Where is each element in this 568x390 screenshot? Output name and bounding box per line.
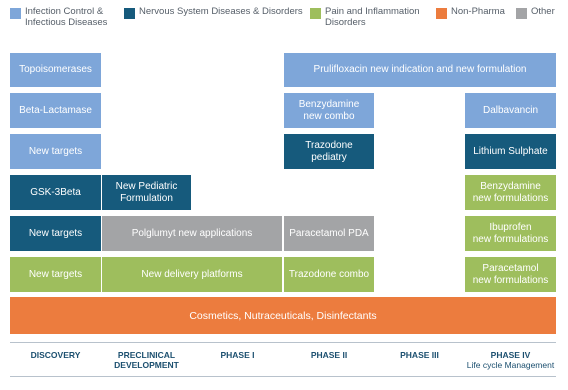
- box-topoisomerases: Topoisomerases: [10, 53, 101, 87]
- legend-label-other: Other: [531, 6, 555, 17]
- phase-label-phase3: PHASE III: [400, 350, 439, 360]
- phase-label-phase4: [458, 350, 563, 370]
- legend-swatch-pain: [310, 8, 321, 19]
- legend-label-nervous: Nervous System Diseases & Disorders: [139, 6, 303, 17]
- box-new-targets-nervous: New targets: [10, 216, 101, 251]
- legend-item-infection: [10, 6, 107, 28]
- legend-label-infection: Infection Control & Infectious Diseases: [25, 6, 108, 28]
- legend-item-pain: [310, 6, 420, 28]
- box-new-targets-infection: New targets: [10, 134, 101, 169]
- phase-label-phase4-title: PHASE IV: [490, 350, 531, 360]
- phase-label-preclinical: PRECLINICAL DEVELOPMENT: [114, 350, 179, 370]
- legend-label-pain: Pain and Inflammation Disorders: [325, 6, 420, 28]
- phase-label-phase4-subtitle: Life cycle Management: [466, 360, 555, 370]
- box-beta-lactamase: Beta-Lactamase: [10, 93, 101, 128]
- box-new-pediatric-formulation: New Pediatric Formulation: [102, 175, 191, 210]
- box-cosmetics: Cosmetics, Nutraceuticals, Disinfectants: [10, 297, 556, 334]
- phase-rule-top: [10, 342, 556, 343]
- legend-item-other: [516, 6, 555, 19]
- box-lithium-sulphate: Lithium Sulphate: [465, 134, 556, 169]
- phase-rule-bottom: [10, 376, 556, 377]
- legend-swatch-infection: [10, 8, 21, 19]
- box-polglumyt: Polglumyt new applications: [102, 216, 282, 251]
- legend-swatch-nervous: [124, 8, 135, 19]
- box-prulifloxacin: Prulifloxacin new indication and new formulation: [284, 53, 556, 87]
- legend-label-nonpharma: Non-Pharma: [451, 6, 505, 17]
- box-paracetamol-formulations: Paracetamol new formulations: [465, 257, 556, 292]
- legend-item-nervous: [124, 6, 303, 19]
- box-gsk3beta: GSK-3Beta: [10, 175, 101, 210]
- box-dalbavancin: Dalbavancin: [465, 93, 556, 128]
- box-delivery-platforms: New delivery platforms: [102, 257, 282, 292]
- box-ibuprofen-formulations: Ibuprofen new formulations: [465, 216, 556, 251]
- legend-item-nonpharma: [436, 6, 505, 19]
- box-paracetamol-pda: Paracetamol PDA: [284, 216, 374, 251]
- box-benzydamine-combo: Benzydamine new combo: [284, 93, 374, 128]
- box-trazodone-pediatry: Trazodone pediatry: [284, 134, 374, 169]
- phase-label-discovery: DISCOVERY: [30, 350, 81, 360]
- box-trazodone-combo: Trazodone combo: [284, 257, 374, 292]
- legend-swatch-other: [516, 8, 527, 19]
- box-new-targets-pain: New targets: [10, 257, 101, 292]
- box-benzydamine-formulations: Benzydamine new formulations: [465, 175, 556, 210]
- legend-swatch-nonpharma: [436, 8, 447, 19]
- phase-label-phase2: PHASE II: [310, 350, 348, 360]
- phase-label-phase1: PHASE I: [220, 350, 255, 360]
